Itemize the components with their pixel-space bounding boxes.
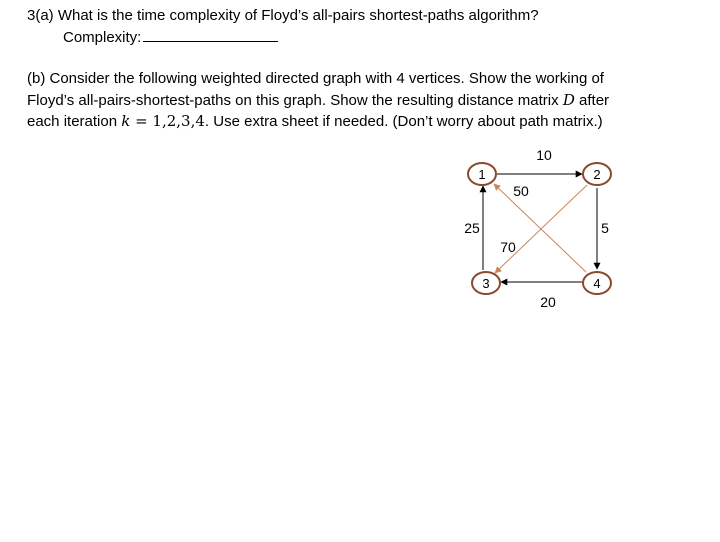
node-2-label: 2	[593, 167, 601, 182]
question-b-text-5: . Use extra sheet if needed. (Don’t worry about path matrix.)	[204, 113, 603, 130]
question-b-text-1: (b) Consider the following weighted directed graph with 4 vertices. Show the working of	[27, 70, 604, 87]
node-4-label: 4	[593, 276, 601, 291]
node-3-label: 3	[482, 276, 490, 291]
edge-4-1	[494, 184, 586, 272]
complexity-label: Complexity:	[63, 29, 142, 46]
node-1-label: 1	[478, 167, 486, 182]
matrix-variable-d: D	[562, 90, 575, 109]
node-3	[472, 272, 500, 294]
node-1	[468, 163, 496, 185]
node-2	[583, 163, 611, 185]
question-b-text-4: each iteration	[27, 113, 122, 130]
question-a-text: 3(a) What is the time complexity of Floyd’s all-pairs shortest-paths algorithm?	[27, 7, 539, 24]
question-b-text-2: Floyd’s all-pairs-shortest-paths on this graph. Show the resulting distance matrix	[27, 91, 563, 109]
iteration-variable-k: k	[121, 112, 131, 130]
weight-2-4: 5	[601, 220, 609, 236]
weight-1-2: 10	[536, 147, 552, 163]
weight-4-1: 50	[513, 183, 529, 199]
node-4	[583, 272, 611, 294]
question-b-text-3: after	[574, 91, 610, 109]
weight-2-3: 70	[500, 239, 516, 255]
weight-4-3: 20	[540, 294, 556, 310]
weight-3-1: 25	[464, 220, 480, 236]
iteration-values: = 1,2,3,4	[130, 112, 205, 130]
